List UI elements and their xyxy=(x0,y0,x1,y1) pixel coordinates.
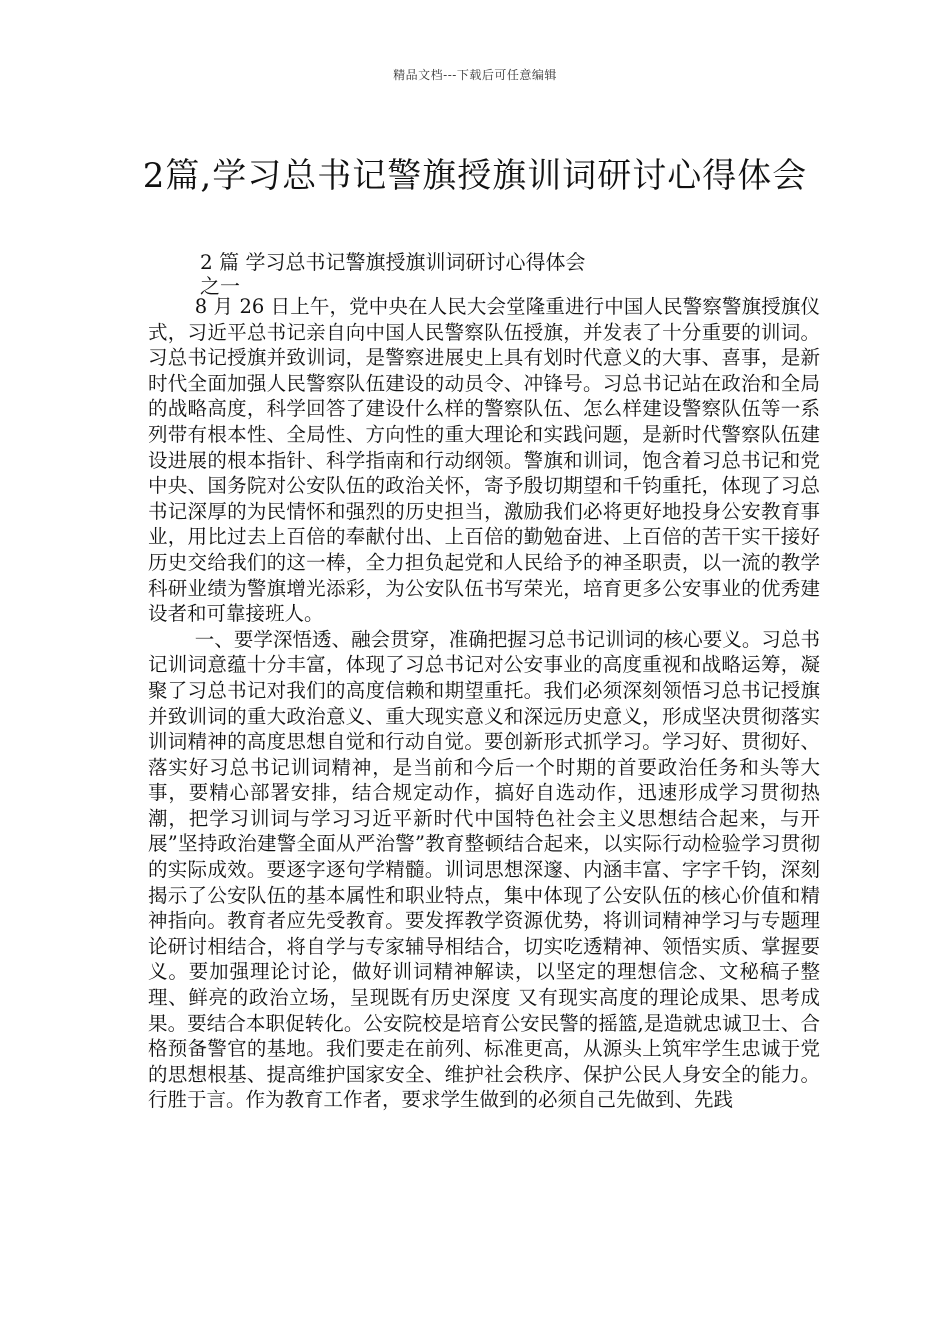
subtitle-line: 2 篇 学习总书记警旗授旗训词研讨心得体会 xyxy=(200,250,586,274)
paragraph-intro: 8 月 26 日上午，党中央在人民大会堂隆重进行中国人民警察警旗授旗仪式，习近平总书记亲自向中国人民警察队伍授旗，并发表了十分重要的训词。习总书记授旗并致训词，是警察进展史上具有划时代意义的大事、喜事，是新时代全面加强人民警察队伍建设的动员令、冲锋号。习总书记站在政治和全局的战略高度，科学回答了建设什么样的警察队伍、怎么样建设警察队伍等一系列带有根本性、全局性、方向性的重大理论和实践问题，是新时代警察队伍建设进展的根本指针、科学指南和行动纲领。警旗和训词，饱含着习总书记和党中央、国务院对公安队伍的政治关怀，寄予殷切期望和千钧重托，体现了习总书记深厚的为民情怀和强烈的历史担当，激励我们必将更好地投身公安教育事业，用比过去上百倍的奉献付出、上百倍的勤勉奋进、上百倍的苦干实干接好历史交给我们的这一棒，全力担负起党和人民给予的神圣职责，以一流的教学科研业绩为警旗增光添彩，为公安队伍书写荣光，培育更多公安事业的优秀建设者和可靠接班人。 xyxy=(148,295,820,626)
document-title: 2篇,学习总书记警旗授旗训词研讨心得体会 xyxy=(142,155,808,196)
body-text xyxy=(148,294,820,1113)
header-note: 精品文档---下载后可任意编辑 xyxy=(393,68,557,82)
subtitle-block xyxy=(200,250,760,298)
paragraph-section-one: 一、要学深悟透、融会贯穿，准确把握习总书记训词的核心要义。习总书记训词意蕴十分丰富，体现了习总书记对公安事业的高度重视和战略运筹，凝聚了习总书记对我们的高度信赖和期望重托。我们必须深刻领悟习总书记授旗并致训词的重大政治意义、重大现实意义和深远历史意义，形成坚决贯彻落实训词精神的高度思想自觉和行动自觉。要创新形式抓学习。学习好、贯彻好、落实好习总书记训词精神，是当前和今后一个时期的首要政治任务和头等大事，要精心部署安排，结合规定动作，搞好自选动作，迅速形成学习贯彻热潮，把学习训词与学习习近平新时代中国特色社会主义思想结合起来，与开展”坚持政治建警全面从严治警”教育整顿结合起来，以实际行动检验学习贯彻的实际成效。要逐字逐句学精髓。训词思想深邃、内涵丰富、字字千钧，深刻揭示了公安队伍的基本属性和职业特点，集中体现了公安队伍的核心价值和精神指向。教育者应先受教育。要发挥教学资源优势，将训词精神学习与专题理论研讨相结合，将自学与专家辅导相结合，切实吃透精神、领悟实质、掌握要义。要加强理论讨论，做好训词精神解读，以坚定的理想信念、文秘稿子整理、鲜亮的政治立场，呈现既有历史深度 又有现实高度的理论成果、思考成果。要结合本职促转化。公安院校是培育公安民警的摇篮,是造就忠诚卫士、合格预备警官的基地。我们要走在前列、标准更高，从源头上筑牢学生忠诚于党的思想根基、提高维护国家安全、维护社会秩序、保护公民人身安全的能力。行胜于言。作为教育工作者，要求学生做到的必须自己先做到、先践 xyxy=(148,627,820,1112)
subtitle-part-label: 之一 xyxy=(200,274,240,298)
